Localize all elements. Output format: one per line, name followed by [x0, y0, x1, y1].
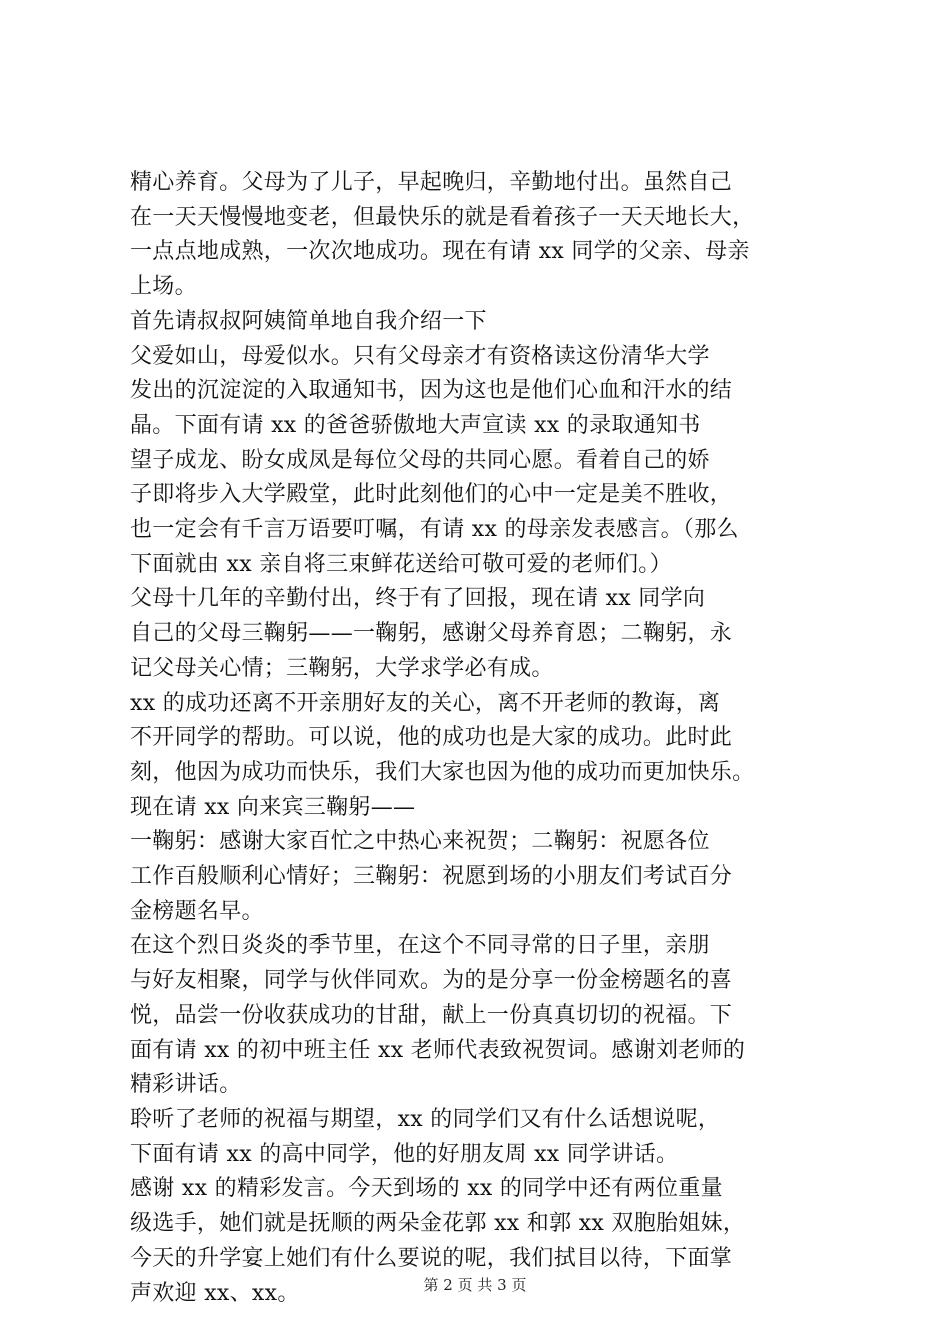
paragraph-9: 聆听了老师的祝福与期望，xx 的同学们又有什么话想说呢， 下面有请 xx 的高中同学，他的好朋友周 xx 同学讲话。 [130, 1106, 721, 1167]
paragraph-5: 父母十几年的辛勤付出，终于有了回报，现在请 xx 同学向 自己的父母三鞠躬——一鞠躬，感谢父母养育恩；二鞠躬，永 记父母关心情；三鞠躬，大学求学必有成。 [130, 586, 733, 681]
paragraph-1: 精心养育。父母为了儿子，早起晚归，辛勤地付出。虽然自己 在一天天慢慢地变老，但最快乐的就是看着孩子一天天地长大， 一点点地成熟，一次次地成功。现在有请 xx 同学的父亲、母亲 上场。 [130, 170, 755, 300]
paragraph-10: 感谢 xx 的精彩发言。今天到场的 xx 的同学中还有两位重量 级选手，她们就是抚顺的两朵金花郭 xx 和郭 xx 双胞胎姐妹， 今天的升学宴上她们有什么要说的呢，我们拭目以待，下面掌 声欢迎 xx、xx。 [130, 1176, 746, 1306]
paragraph-3: 父爱如山，母爱似水。只有父母亲才有资格读这份清华大学 发出的沉淀淀的入取通知书，因为这也是他们心血和汗水的结 晶。下面有请 xx 的爸爸骄傲地大声宣读 xx 的录取通知书 [130, 343, 733, 438]
paragraph-8: 在这个烈日炎炎的季节里，在这个不同寻常的日子里，亲朋 与好友相聚，同学与伙伴同欢。为的是分享一份金榜题名的喜 悦，品尝一份收获成功的甘甜，献上一份真真切切的祝福。下 面有请 xx 的初中班主任 xx 老师代表致祝贺词。感谢刘老师的 精彩讲话。 [130, 933, 746, 1098]
paragraph-6: xx 的成功还离不开亲朋好友的关心，离不开老师的教诲，离 不开同学的帮助。可以说，他的成功也是大家的成功。此时此 刻，他因为成功而快乐，我们大家也因为他的成功而更加快乐。 现在请 xx 向来宾三鞠躬—— [130, 690, 755, 820]
paragraph-2: 首先请叔叔阿姨简单地自我介绍一下 [130, 308, 487, 334]
paragraph-7: 一鞠躬：感谢大家百忙之中热心来祝贺；二鞠躬：祝愿各位 工作百般顺利心情好；三鞠躬：祝愿到场的小朋友们考试百分 金榜题名早。 [130, 829, 733, 924]
page-number-footer: 第 2 页 共 3 页 [423, 1276, 527, 1294]
paragraph-4: 望子成龙、盼女成凤是每位父母的共同心愿。看着自己的娇 子即将步入大学殿堂，此时此刻他们的心中一定是美不胜收， 也一定会有千言万语要叮嘱，有请 xx 的母亲发表感言。（那么 下面就由 xx 亲自将三束鲜花送给可敬可爱的老师们。） [130, 447, 739, 577]
document-body [130, 166, 835, 1311]
